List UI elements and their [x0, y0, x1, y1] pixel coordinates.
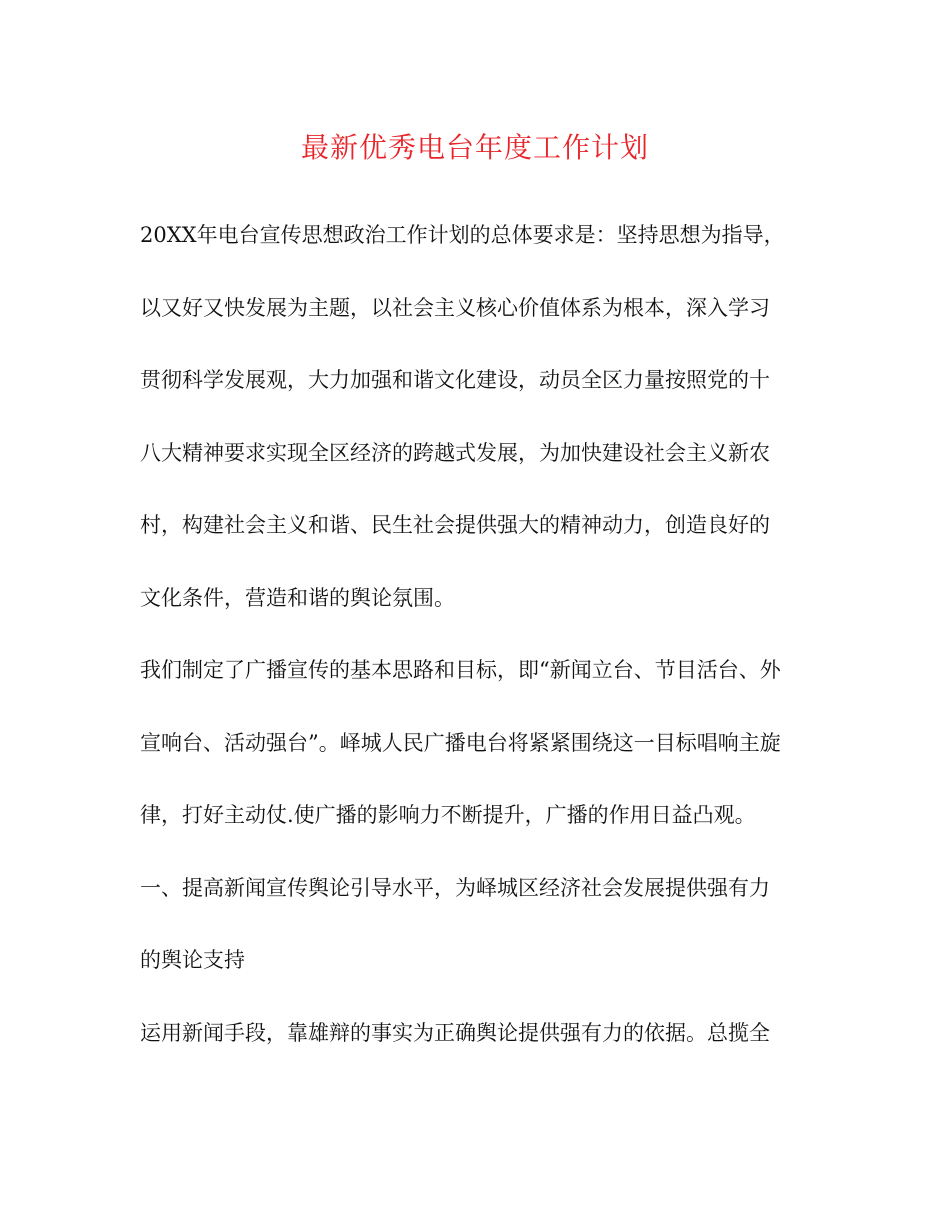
text-line: 贯彻科学发展观，大力加强和谐文化建设，动员全区力量按照党的十 [140, 368, 770, 392]
document-title: 最新优秀电台年度工作计划 [300, 131, 649, 164]
text-line: 我们制定了广播宣传的基本思路和目标，即“新闻立台、节目活台、外 [140, 658, 781, 682]
text-line: 律，打好主动仗.使广播的影响力不断提升，广播的作用日益凸观。 [140, 803, 756, 827]
document-body [140, 199, 820, 1069]
text-line: 村，构建社会主义和谐、民生社会提供强大的精神动力，创造良好的 [140, 513, 770, 537]
section-heading: 的舆论支持 [140, 948, 245, 972]
text-line: 八大精神要求实现全区经济的跨越式发展，为加快建设社会主义新农 [140, 440, 770, 465]
text-line: 文化条件，营造和谐的舆论氛围。 [140, 585, 455, 610]
section-heading: 一、提高新闻宣传舆论引导水平，为峄城区经济社会发展提供强有力 [140, 875, 770, 900]
text-line: 运用新闻手段，靠雄辩的事实为正确舆论提供强有力的依据。总揽全 [140, 1020, 770, 1045]
text-line: 以又好又快发展为主题，以社会主义核心价值体系为根本，深入学习 [140, 295, 770, 320]
text-line: 宣响台、活动强台”。峄城人民广播电台将紧紧围绕这一目标唱响主旋 [140, 730, 781, 755]
text-line: 20XX年电台宣传思想政治工作计划的总体要求是：坚持思想为指导， [140, 223, 785, 247]
